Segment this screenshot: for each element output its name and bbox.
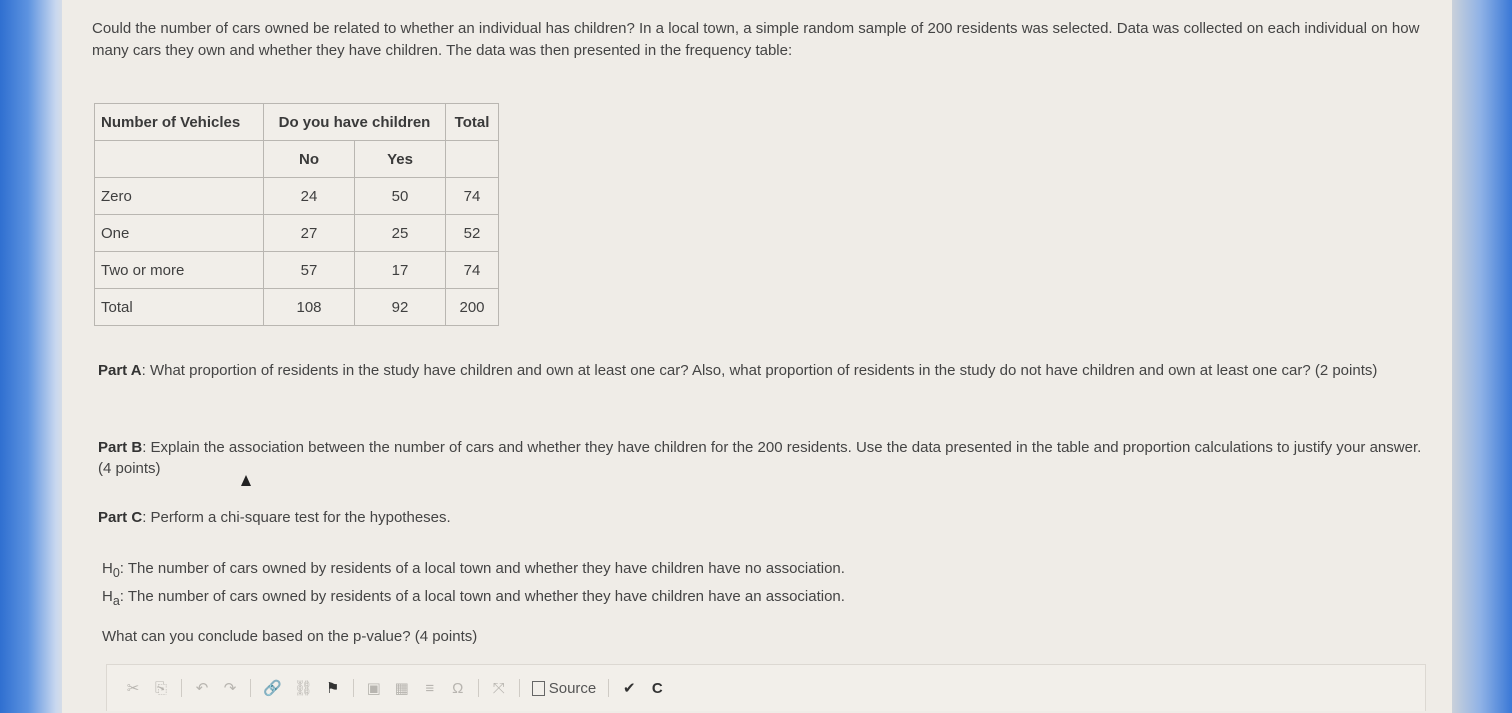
header-empty-cell [95, 141, 264, 178]
c-icon[interactable]: C [651, 679, 663, 697]
table-row [95, 252, 499, 289]
header-children-group: Do you have children [264, 104, 446, 141]
header-total: Total [446, 104, 499, 141]
source-label: Source [548, 679, 597, 697]
part-b-label: Part B [98, 439, 143, 456]
screen-edge-left [0, 0, 70, 713]
undo-icon[interactable]: ↶ [195, 680, 209, 697]
row-label: Two or more [95, 252, 264, 289]
cell-total: 74 [446, 178, 499, 215]
cell-yes: 92 [355, 289, 446, 326]
image-icon[interactable]: ▣ [366, 680, 381, 697]
cell-yes: 25 [355, 215, 446, 252]
toolbar-separator [353, 679, 354, 697]
row-label: Zero [95, 178, 264, 215]
row-label: Total [95, 289, 264, 326]
header-number-of-vehicles: Number of Vehicles [95, 104, 264, 141]
cell-total: 200 [446, 289, 499, 326]
cell-yes: 50 [355, 178, 446, 215]
cell-no: 24 [264, 178, 355, 215]
horizontal-line-icon[interactable]: ≡ [425, 679, 435, 697]
question-page [62, 0, 1452, 713]
table-row [95, 289, 499, 326]
part-a-text: : What proportion of residents in the study have children and own at least one car? Also, what proportion of residents in the study do not have children and own at least one car? (2 points) [141, 362, 1378, 379]
toolbar-separator [519, 679, 520, 697]
toolbar-separator [608, 679, 609, 697]
cut-icon[interactable]: ✂ [126, 680, 140, 697]
part-c [98, 507, 1428, 528]
ha-text: : The number of cars owned by residents of a local town and whether they have children have an association. [119, 588, 845, 605]
spellcheck-icon[interactable]: ✔ [622, 680, 636, 697]
part-a [98, 360, 1428, 381]
ha-subscript: a [112, 594, 120, 608]
unlink-icon[interactable]: ⛓ [293, 680, 313, 697]
h0-text: : The number of cars owned by residents of a local town and whether they have children have no association. [119, 560, 845, 577]
editor-toolbar [106, 664, 1426, 711]
question-intro: Could the number of cars owned be related to whether an individual has children? In a local town, a simple random sample of 200 residents was selected. Data was collected on each individual on how many cars they own and whether they have children. The data was then presented in the frequency table: [92, 20, 1420, 59]
row-label: One [95, 215, 264, 252]
toolbar-separator [181, 679, 182, 697]
maximize-icon[interactable]: ⤧ [492, 679, 505, 697]
part-c-text: : Perform a chi-square test for the hypotheses. [142, 509, 451, 526]
cell-total: 52 [446, 215, 499, 252]
frequency-table [94, 103, 499, 326]
redo-icon[interactable]: ↷ [223, 680, 237, 697]
ha-prefix: H [102, 588, 113, 605]
cell-no: 57 [264, 252, 355, 289]
header-empty-total [446, 141, 499, 178]
header-no: No [264, 141, 355, 178]
table-icon[interactable]: ▦ [394, 680, 409, 697]
cell-total: 74 [446, 252, 499, 289]
part-c-label: Part C [98, 509, 143, 526]
alternative-hypothesis [102, 585, 845, 613]
anchor-icon[interactable]: ⚑ [326, 680, 340, 697]
table-row [95, 178, 499, 215]
source-icon [532, 681, 545, 696]
copy-icon[interactable]: ⎘ [154, 679, 167, 697]
header-yes: Yes [355, 141, 446, 178]
cell-yes: 17 [355, 252, 446, 289]
h0-prefix: H [102, 560, 113, 577]
cell-no: 27 [264, 215, 355, 252]
toolbar-separator [478, 679, 479, 697]
link-icon[interactable]: 🔗 [263, 680, 282, 697]
part-b [98, 437, 1428, 479]
table-row [95, 215, 499, 252]
cell-no: 108 [264, 289, 355, 326]
screen-edge-right [1442, 0, 1512, 713]
mouse-cursor-icon [241, 475, 251, 486]
conclusion-prompt: What can you conclude based on the p-value? (4 points) [102, 628, 478, 645]
h0-subscript: 0 [112, 566, 120, 580]
source-button[interactable] [532, 680, 597, 697]
toolbar-separator [250, 679, 251, 697]
part-b-text: : Explain the association between the number of cars and whether they have children for the 200 residents. Use the data presented in the table and proportion calculations to justify your answer. (4 points) [98, 439, 1422, 477]
hypotheses [102, 557, 845, 613]
special-char-icon[interactable]: Ω [452, 679, 464, 697]
null-hypothesis [102, 557, 845, 585]
part-a-label: Part A [98, 362, 142, 379]
